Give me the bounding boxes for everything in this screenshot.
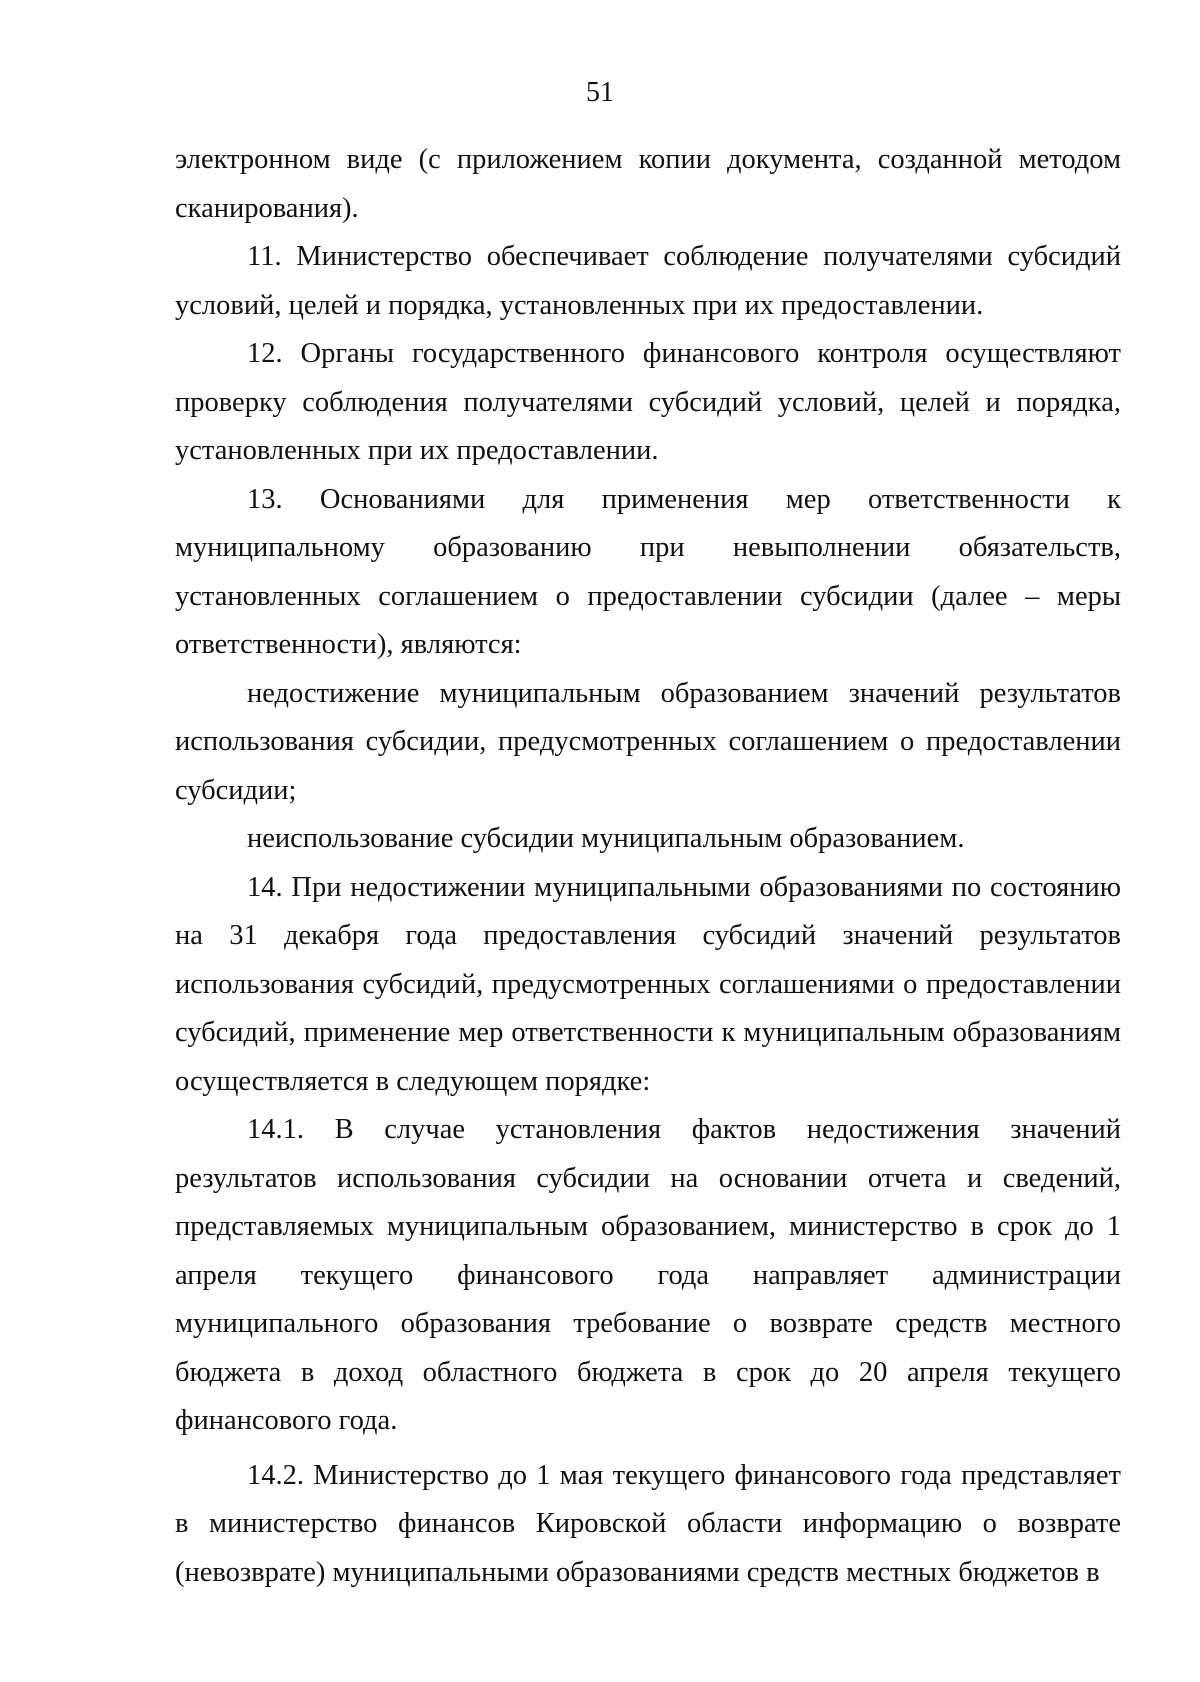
paragraph-item-13-ground-2: неиспользование субсидии муниципальным образованием. (247, 823, 965, 854)
paragraph-item-13-ground-1: недостижение муниципальным образованием значений результатов использования субсидии, предусмотренных соглашением о предоставлении субсидии; (175, 677, 1121, 806)
document-body (175, 136, 1121, 1597)
paragraph-continuation: электронном виде (с приложением копии документа, созданной методом сканирования). (175, 144, 1121, 224)
paragraph-item-14-1: 14.1. В случае установления фактов недостижения значений результатов использования субсидии на основании отчета и сведений, представляемых муниципальным образованием, министерство в срок до 1 апреля текущего финансового года направляет администрации муниципального образования требование о возврате средств местного бюджета в доход областного бюджета в срок до 20 апреля текущего финансового года. (175, 1114, 1121, 1436)
paragraph-item-14-2: 14.2. Министерство до 1 мая текущего финансового года представляет в министерство финансов Кировской области информацию о возврате (невозврате) муниципальными образованиями средств местных бюджетов в (175, 1459, 1121, 1588)
paragraph-item-13: 13. Основаниями для применения мер ответственности к муниципальному образованию при невыполнении обязательств, установленных соглашением о предоставлении субсидии (далее – меры ответственности), являются: (175, 483, 1121, 660)
paragraph-item-11: 11. Министерство обеспечивает соблюдение получателями субсидий условий, целей и порядка, установленных при их предоставлении. (175, 241, 1121, 321)
page-number: 51 (586, 77, 614, 108)
paragraph-item-14: 14. При недостижении муниципальными образованиями по состоянию на 31 декабря года предоставления субсидий значений результатов использования субсидий, предусмотренных соглашениями о предоставлении субсидий, применение мер ответственности к муниципальным образованиям осуществляется в следующем порядке: (175, 871, 1121, 1097)
paragraph-item-12: 12. Органы государственного финансового контроля осуществляют проверку соблюдения получателями субсидий условий, целей и порядка, установленных при их предоставлении. (175, 338, 1121, 466)
